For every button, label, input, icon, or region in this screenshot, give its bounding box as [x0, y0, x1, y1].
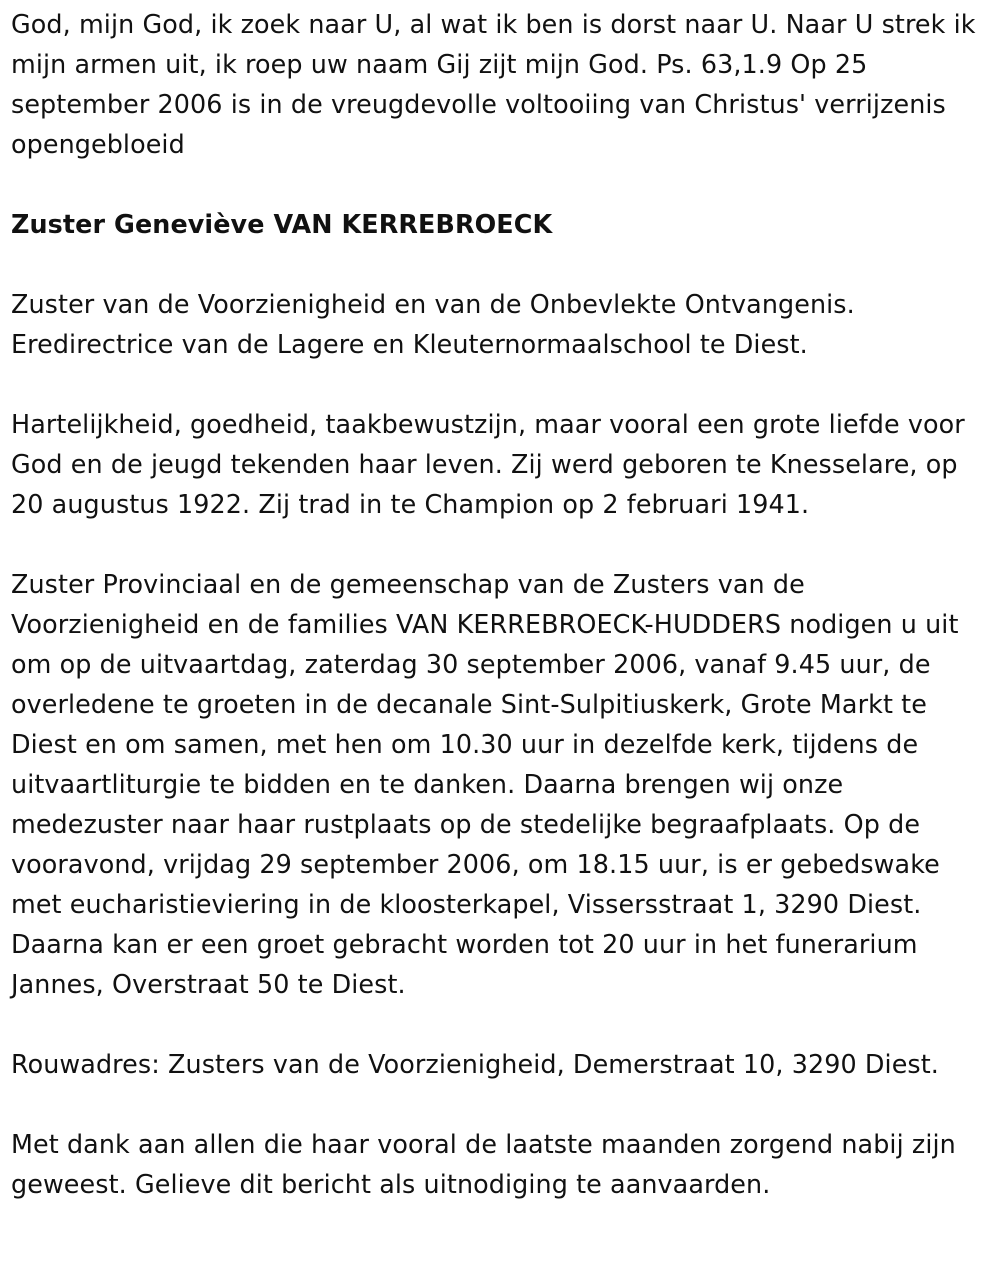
obituary-notice	[11, 4, 993, 1204]
invitation-paragraph: Zuster Provinciaal en de gemeenschap van de Zusters van de Voorzienigheid en de families VAN KERREBROECK-HUDDERS nodigen u uit om op de uitvaartdag, zaterdag 30 september 2006, vanaf 9.45 uur, de overledene te groeten in de decanale Sint-Sulpitiuskerk, Grote Markt te Diest en om samen, met hen om 10.30 uur in dezelfde kerk, tijdens de uitvaartliturgie te bidden en te danken. Daarna brengen wij onze medezuster naar haar rustplaats op de stedelijke begraafplaats. Op de vooravond, vrijdag 29 september 2006, om 18.15 uur, is er gebedswake met eucharistieviering in de kloosterkapel, Vissersstraat 1, 3290 Diest. Daarna kan er een groet gebracht worden tot 20 uur in het funerarium Jannes, Overstraat 50 te Diest.	[11, 569, 959, 999]
mourning-address: Rouwadres: Zusters van de Voorzienigheid, Demerstraat 10, 3290 Diest.	[11, 1049, 939, 1079]
congregation-paragraph: Zuster van de Voorzienigheid en van de Onbevlekte Ontvangenis. Eredirectrice van de Lagere en Kleuternormaalschool te Diest.	[11, 289, 855, 359]
biography-paragraph: Hartelijkheid, goedheid, taakbewustzijn, maar vooral een grote liefde voor God en de jeugd tekenden haar leven. Zij werd geboren te Knesselare, op 20 augustus 1922. Zij trad in te Champion op 2 februari 1941.	[11, 409, 965, 519]
thanks-paragraph: Met dank aan allen die haar vooral de laatste maanden zorgend nabij zijn geweest. Gelieve dit bericht als uitnodiging te aanvaarden.	[11, 1129, 956, 1199]
deceased-name: Zuster Geneviève VAN KERREBROECK	[11, 209, 553, 239]
opening-paragraph: God, mijn God, ik zoek naar U, al wat ik ben is dorst naar U. Naar U strek ik mijn armen uit, ik roep uw naam Gij zijt mijn God. Ps. 63,1.9 Op 25 september 2006 is in de vreugdevolle voltooiing van Christus' verrijzenis opengebloeid	[11, 9, 976, 159]
